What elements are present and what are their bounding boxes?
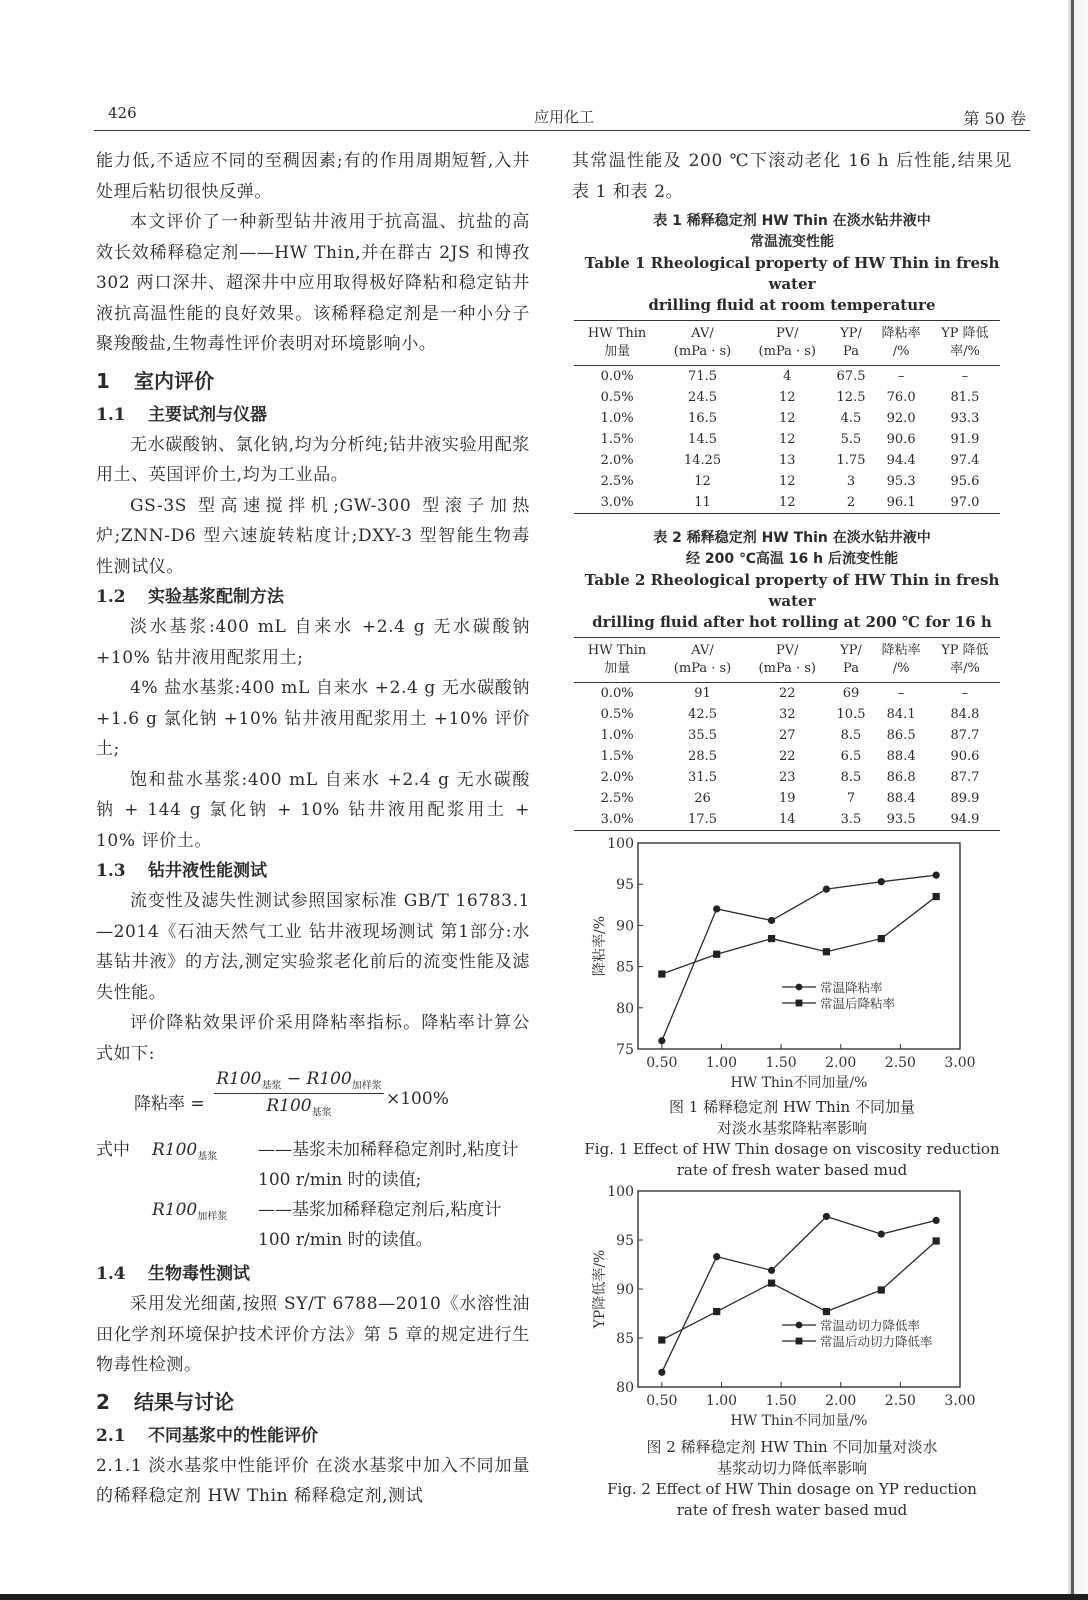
- caption-cn: 基浆动切力降低率影响: [716, 1459, 867, 1477]
- column-header-line: HW Thin: [587, 326, 647, 341]
- table-cell: –: [897, 369, 905, 384]
- y-tick-label: 100: [607, 836, 634, 852]
- column-header-line: HW Thin: [587, 643, 647, 658]
- x-axis-label: HW Thin不同加量/%: [730, 1413, 868, 1429]
- table-cell: 92.0: [886, 411, 916, 426]
- section-number: 1.1: [96, 404, 126, 425]
- column-header: [930, 638, 1000, 683]
- left-column: [96, 146, 530, 1512]
- table-cell: 17.5: [660, 809, 745, 831]
- table-cell: 14.5: [688, 432, 717, 447]
- table-cell: 12: [745, 492, 830, 514]
- table-cell: 2.0%: [600, 770, 634, 785]
- data-point-circle: [878, 878, 885, 885]
- plot-frame: [638, 1191, 960, 1387]
- figure-2-caption: [572, 1437, 1012, 1521]
- section-number: 1.4: [96, 1264, 126, 1284]
- table-cell: 94.9: [930, 809, 1000, 831]
- column-header: [745, 638, 830, 683]
- data-point-square: [933, 1237, 940, 1244]
- subsection-heading: [96, 582, 530, 612]
- caption-cn: 图 1 稀释稳定剂 HW Thin 不同加量: [668, 1098, 915, 1116]
- section-title: 生物毒性测试: [148, 1264, 250, 1284]
- column-header-line: Pa: [843, 661, 859, 676]
- table-cell: 3: [846, 474, 856, 489]
- y-tick-label: 90: [616, 918, 634, 935]
- table-cell: 5.5: [840, 432, 862, 447]
- table-cell: –: [897, 686, 905, 701]
- table-row: [574, 366, 1000, 388]
- data-point-square: [823, 948, 830, 955]
- column-header-line: AV/: [691, 643, 714, 658]
- definition-symbol: [152, 1195, 227, 1232]
- section-title: 主要试剂与仪器: [148, 404, 267, 425]
- table-cell: 3.0%: [574, 809, 660, 831]
- column-header-line: 加量: [604, 344, 631, 359]
- table-cell: 93.3: [950, 411, 980, 426]
- page-bottom-edge: [0, 1594, 1088, 1600]
- column-header-line: YP 降低: [941, 643, 989, 658]
- table-cell: 90.6: [950, 749, 980, 764]
- paragraph: 流变性及滤失性测试参照国家标准 GB/T 16783.1—2014《石油天然气工业 钻井液现场测试 第1部分:水基钻井液》的方法,测定实验浆老化前后的流变性能及滤失性能。: [96, 891, 530, 1003]
- data-point-circle: [768, 1267, 775, 1274]
- table2-caption: [572, 528, 1012, 633]
- table-cell: 2.0%: [600, 453, 634, 468]
- x-tick-label: 1.00: [705, 1055, 738, 1071]
- subscript-added-mud: 加样浆: [197, 1211, 228, 1223]
- table-row: [574, 809, 1000, 831]
- data-point-circle: [823, 1213, 830, 1220]
- table-cell: 93.5: [872, 809, 930, 831]
- section-heading: [96, 364, 530, 398]
- page-number: 426: [108, 104, 137, 122]
- plot-frame: [638, 843, 960, 1049]
- table-cell: 31.5: [688, 770, 717, 785]
- table-row: [574, 746, 1000, 767]
- formula-lhs: 降粘率 =: [134, 1094, 205, 1114]
- table-cell: 89.9: [950, 791, 980, 806]
- table-cell: 32: [779, 707, 796, 722]
- table-cell: 1.5%: [600, 432, 634, 447]
- column-header-line: (mPa · s): [758, 661, 816, 676]
- caption-en: drilling fluid after hot rolling at 200 ℃ for 16 h: [592, 613, 992, 631]
- journal-title: 应用化工: [534, 108, 595, 126]
- subsection-heading: [96, 856, 530, 886]
- y-axis-label: 降粘率/%: [592, 915, 608, 977]
- caption-en: Fig. 1 Effect of HW Thin dosage on viscosity reduction: [584, 1140, 1000, 1158]
- right-column: [572, 146, 1012, 1521]
- table-cell: 0.0%: [600, 369, 634, 384]
- table1-caption: [572, 211, 1012, 316]
- caption-en: Table 2 Rheological property of HW Thin in fresh water: [584, 571, 1000, 610]
- table-row: [574, 683, 1000, 705]
- table-row: [574, 725, 1000, 746]
- figure-1-caption: [572, 1097, 1012, 1181]
- y-axis-label: YP降低率/%: [592, 1249, 608, 1329]
- table-cell: 71.5: [688, 369, 717, 384]
- subsection-heading: [96, 1421, 530, 1451]
- table-cell: 6.5: [840, 749, 862, 764]
- table-cell: 87.7: [950, 770, 980, 785]
- column-header-line: 降粘率: [881, 643, 921, 658]
- column-header-line: YP/: [840, 643, 862, 658]
- table-row: [574, 492, 1000, 514]
- minus-sign: −: [281, 1069, 307, 1089]
- paragraph: 饱和盐水基浆:400 mL 自来水 +2.4 g 无水碳酸钠 + 144 g 氯化钠 + 10% 钻井液用配浆用土 + 10% 评价土。: [96, 769, 530, 851]
- table-cell: 2: [830, 492, 873, 514]
- table-cell: 4.5: [840, 411, 862, 426]
- paragraph: 评价降粘效果评价采用降粘率指标。降粘率计算公式如下:: [96, 1013, 530, 1064]
- table-cell: 12: [779, 390, 796, 405]
- table-cell: –: [961, 686, 969, 701]
- table-cell: –: [961, 369, 969, 384]
- y-tick-label: 100: [607, 1184, 634, 1200]
- data-point-square: [658, 1336, 665, 1343]
- paragraph: 能力低,不适应不同的至稠因素;有的作用周期短暂,入井处理后粘切很快反弹。: [96, 151, 530, 202]
- section-title: 钻井液性能测试: [148, 861, 267, 881]
- caption-cn: 对淡水基浆降粘率影响: [716, 1119, 867, 1137]
- formula-definitions: [96, 1135, 530, 1259]
- column-header-line: 降粘率: [881, 326, 921, 341]
- data-point-square: [823, 1308, 830, 1315]
- r100-symbol: R100: [306, 1069, 352, 1089]
- table-cell: 12: [779, 432, 796, 447]
- x-tick-label: 0.50: [646, 1393, 678, 1409]
- formula-denominator: [214, 1094, 384, 1118]
- data-point-circle: [658, 1369, 665, 1376]
- column-header: [745, 321, 830, 366]
- table-cell: 23: [779, 770, 796, 785]
- data-point-circle: [658, 1037, 665, 1044]
- y-tick-label: 90: [616, 1282, 634, 1298]
- column-header: [574, 638, 660, 683]
- paragraph: 采用发光细菌,按照 SY/T 6788—2010《水溶性油田化学剂环境保护技术评价方法》第 5 章的规定进行生物毒性检测。: [96, 1294, 530, 1375]
- table-cell: 87.7: [950, 728, 980, 743]
- table-cell: 26: [694, 791, 711, 806]
- table-cell: 1.5%: [600, 749, 634, 764]
- column-header: [930, 321, 1000, 366]
- table-cell: 8.5: [840, 770, 862, 785]
- table-cell: 0.5%: [600, 390, 634, 405]
- table-cell: 91: [694, 686, 711, 701]
- figure-2-chart: [572, 1181, 1012, 1433]
- x-tick-label: 1.50: [765, 1393, 797, 1409]
- table-row: [574, 408, 1000, 429]
- y-tick-label: 95: [616, 877, 634, 894]
- table-cell: 81.5: [950, 390, 980, 405]
- column-header-line: Pa: [843, 344, 859, 359]
- paragraph: 其常温性能及 200 ℃下滚动老化 16 h 后性能,结果见表 1 和表 2。: [572, 151, 1012, 202]
- column-header-line: /%: [892, 344, 910, 359]
- table-cell: 12: [694, 474, 711, 489]
- data-point-square: [768, 935, 775, 942]
- r100-symbol: R100: [152, 1140, 198, 1160]
- y-tick-label: 85: [616, 959, 634, 976]
- legend-marker-square: [796, 1338, 803, 1345]
- column-header: [872, 321, 930, 366]
- page-right-edge: [1068, 0, 1088, 1600]
- section-number: 1: [96, 368, 110, 393]
- y-tick-label: 75: [616, 1042, 634, 1058]
- series-line-1: [662, 875, 936, 1041]
- subscript-base-mud: 基浆: [197, 1151, 218, 1163]
- table-cell: 13: [779, 453, 796, 468]
- formula-fraction: [214, 1069, 384, 1119]
- series-line-2: [662, 897, 936, 974]
- table-cell: 69: [842, 686, 860, 701]
- figure-1-chart: [572, 831, 1012, 1093]
- table-cell: 97.4: [950, 453, 980, 468]
- table-cell: 22: [779, 749, 796, 764]
- paragraph: GS-3S 型高速搅拌机;GW-300 型滚子加热炉;ZNN-D6 型六速旋转粘度计;DXY-3 型智能生物毒性测试仪。: [96, 495, 530, 577]
- table-cell: 86.8: [886, 770, 916, 785]
- table-cell: 4: [783, 369, 792, 384]
- x-tick-label: 0.50: [646, 1055, 678, 1071]
- table-cell: 7: [846, 791, 856, 806]
- column-header: [830, 321, 873, 366]
- column-header-line: YP/: [840, 326, 862, 341]
- column-header-line: /%: [892, 661, 910, 676]
- legend-label: 常温后动切力降低率: [820, 1334, 933, 1349]
- column-header-line: PV/: [776, 643, 799, 658]
- table-row: [574, 704, 1000, 725]
- caption-cn: 经 200 ℃高温 16 h 后流变性能: [686, 551, 898, 567]
- running-header: [94, 104, 1030, 131]
- section-heading: [96, 1385, 530, 1419]
- legend-marker-circle: [796, 1322, 803, 1329]
- table-cell: 1.0%: [600, 411, 634, 426]
- x-tick-label: 2.50: [884, 1055, 916, 1071]
- caption-en: rate of fresh water based mud: [676, 1161, 908, 1179]
- table-cell: 28.5: [688, 749, 717, 764]
- data-point-square: [713, 1308, 720, 1315]
- table-cell: 1.0%: [600, 728, 634, 743]
- table-row: [574, 471, 1000, 492]
- subscript-base-mud: 基浆: [311, 1107, 332, 1119]
- legend-label: 常温动切力降低率: [820, 1318, 921, 1333]
- data-point-circle: [933, 1217, 940, 1224]
- table-cell: 3.0%: [574, 492, 660, 514]
- table-cell: 88.4: [886, 791, 916, 806]
- legend-marker-circle: [796, 984, 803, 991]
- column-header-line: AV/: [691, 326, 714, 341]
- volume-label: 第 50 卷: [963, 109, 1026, 128]
- x-tick-label: 2.00: [825, 1393, 857, 1409]
- column-header: [660, 321, 745, 366]
- column-header-line: 率/%: [950, 661, 980, 676]
- table-cell: 27: [779, 728, 796, 743]
- column-header: [872, 638, 930, 683]
- table-cell: 19: [779, 791, 796, 806]
- table-header-row: [574, 321, 1000, 366]
- column-header: [830, 638, 873, 683]
- x-tick-label: 2.00: [825, 1055, 857, 1071]
- definition-symbol: [152, 1135, 217, 1172]
- data-point-square: [658, 970, 665, 977]
- table-cell: 0.5%: [600, 707, 634, 722]
- formula-numerator: [214, 1069, 384, 1094]
- table-cell: 14: [745, 809, 830, 831]
- caption-cn: 常温流变性能: [750, 234, 834, 250]
- table-cell: 84.1: [886, 707, 916, 722]
- table-row: [574, 387, 1000, 408]
- table-cell: 67.5: [836, 369, 866, 384]
- y-tick-label: 85: [616, 1331, 634, 1347]
- r100-symbol: R100: [152, 1200, 198, 1220]
- table-cell: 86.5: [886, 728, 916, 743]
- table-row: [574, 450, 1000, 471]
- table-cell: 90.6: [886, 432, 916, 447]
- table-cell: 14.25: [683, 453, 722, 468]
- table-cell: 10.5: [836, 707, 866, 722]
- x-tick-label: 3.00: [944, 1055, 976, 1071]
- caption-en: Table 1 Rheological property of HW Thin in fresh water: [584, 254, 1000, 293]
- table-cell: 12: [779, 411, 796, 426]
- paragraph: 无水碳酸钠、氯化钠,均为分析纯;钻井液实验用配浆用土、英国评价土,均为工业品。: [96, 434, 530, 485]
- r100-symbol: R100: [266, 1096, 312, 1117]
- table-cell: 2.5%: [600, 474, 634, 489]
- definition-text: ——基浆未加稀释稳定剂时,粘度计 100 r/min 时的读值;: [258, 1140, 519, 1190]
- data-point-circle: [768, 917, 775, 924]
- paragraph: 本文评价了一种新型钻井液用于抗高温、抗盐的高效长效稀释稳定剂——HW Thin,并在群古 2JS 和博孜 302 两口深井、超深井中应用取得极好降粘和稳定钻井液抗高温性能的良好效果。该稀释稳定剂是一种小分子聚羧酸盐,生物毒性评价表明对环境影响小。: [96, 212, 530, 354]
- table-cell: 95.3: [886, 474, 916, 489]
- table-cell: 12.5: [836, 390, 866, 405]
- data-point-square: [878, 935, 885, 942]
- formula-multiplier: ×100%: [386, 1089, 449, 1109]
- definition-text: ——基浆加稀释稳定剂后,粘度计 100 r/min 时的读值。: [258, 1200, 502, 1250]
- legend-label: 常温后降粘率: [820, 996, 896, 1011]
- data-point-circle: [823, 886, 830, 893]
- viscosity-reduction-formula: [96, 1069, 530, 1135]
- table-row: [574, 429, 1000, 450]
- column-header-line: (mPa · s): [673, 344, 732, 359]
- table-cell: 16.5: [688, 411, 717, 426]
- section-title: 实验基浆配制方法: [148, 587, 284, 607]
- table-cell: 1.75: [836, 453, 866, 468]
- caption-en: drilling fluid at room temperature: [648, 296, 936, 314]
- caption-en: rate of fresh water based mud: [676, 1501, 908, 1519]
- column-header-line: YP 降低: [941, 326, 989, 341]
- subsection-heading: [96, 1259, 530, 1289]
- section-number: 1.3: [96, 861, 126, 881]
- section-number: 1.2: [96, 587, 126, 607]
- column-header-line: (mPa · s): [673, 661, 732, 676]
- caption-cn: 图 2 稀释稳定剂 HW Thin 不同加量对淡水: [646, 1438, 938, 1456]
- table-cell: 94.4: [886, 453, 916, 468]
- figure-1: [572, 831, 1012, 1181]
- data-point-circle: [933, 872, 940, 879]
- table-cell: 11: [660, 492, 745, 514]
- data-point-square: [713, 951, 720, 958]
- data-point-square: [933, 893, 940, 900]
- r100-symbol: R100: [216, 1069, 262, 1089]
- paragraph: 淡水基浆:400 mL 自来水 +2.4 g 无水碳酸钠 +10% 钻井液用配浆用土;: [96, 617, 530, 668]
- table-cell: 84.8: [950, 707, 980, 722]
- where-label: 式中: [96, 1140, 130, 1160]
- y-tick-label: 80: [616, 1380, 634, 1396]
- data-point-circle: [713, 1253, 720, 1260]
- paragraph: 2.1.1 淡水基浆中性能评价 在淡水基浆中加入不同加量的稀释稳定剂 HW Thin 稀释稳定剂,测试: [96, 1455, 530, 1506]
- section-title: 室内评价: [134, 368, 214, 393]
- x-tick-label: 3.00: [944, 1393, 976, 1409]
- x-tick-label: 1.50: [765, 1055, 797, 1071]
- table2-rheology-after-hot-rolling: [574, 637, 1000, 831]
- table-cell: 22: [779, 686, 796, 701]
- column-header: [660, 638, 745, 683]
- table-cell: 96.1: [872, 492, 930, 514]
- table-cell: 24.5: [688, 390, 717, 405]
- table-cell: 8.5: [840, 728, 862, 743]
- column-header-line: 加量: [604, 661, 631, 676]
- section-number: 2.1: [96, 1425, 126, 1446]
- x-axis-label: HW Thin不同加量/%: [730, 1075, 868, 1091]
- subscript-added-mud: 加样浆: [351, 1080, 382, 1092]
- table-cell: 88.4: [886, 749, 916, 764]
- caption-cn: 表 2 稀释稳定剂 HW Thin 在淡水钻井液中: [653, 530, 931, 546]
- table1-rheology-room-temp: [574, 320, 1000, 514]
- table-cell: 0.0%: [600, 686, 634, 701]
- column-header-line: (mPa · s): [758, 344, 816, 359]
- paragraph: 4% 盐水基浆:400 mL 自来水 +2.4 g 无水碳酸钠 +1.6 g 氯化钠 +10% 钻井液用配浆用土 +10% 评价土;: [96, 678, 530, 759]
- data-point-square: [878, 1286, 885, 1293]
- y-tick-label: 80: [616, 1000, 634, 1017]
- table-cell: 35.5: [688, 728, 717, 743]
- table-row: [574, 767, 1000, 788]
- table-cell: 12: [779, 474, 796, 489]
- section-title: 结果与讨论: [134, 1389, 234, 1414]
- legend-label: 常温降粘率: [820, 980, 883, 995]
- x-tick-label: 1.00: [705, 1393, 738, 1409]
- subsection-heading: [96, 400, 530, 430]
- figure-2: [572, 1181, 1012, 1521]
- table-cell: 76.0: [886, 390, 916, 405]
- table-cell: 42.5: [688, 707, 717, 722]
- column-header-line: PV/: [776, 326, 799, 341]
- caption-en: Fig. 2 Effect of HW Thin dosage on YP reduction: [607, 1480, 977, 1498]
- subscript-base-mud: 基浆: [261, 1080, 282, 1092]
- data-point-square: [768, 1280, 775, 1287]
- column-header: [574, 321, 660, 366]
- column-header-line: 率/%: [950, 344, 980, 359]
- table-cell: 91.9: [950, 432, 980, 447]
- y-tick-label: 95: [616, 1233, 634, 1249]
- x-tick-label: 2.50: [884, 1393, 916, 1409]
- table-cell: 95.6: [950, 474, 980, 489]
- data-point-circle: [878, 1231, 885, 1238]
- table-row: [574, 788, 1000, 809]
- section-title: 不同基浆中的性能评价: [148, 1425, 318, 1446]
- table-cell: 2.5%: [600, 791, 634, 806]
- section-number: 2: [96, 1389, 110, 1414]
- table-cell: 3.5: [830, 809, 873, 831]
- legend-marker-square: [796, 1000, 803, 1007]
- table-header-row: [574, 638, 1000, 683]
- caption-cn: 表 1 稀释稳定剂 HW Thin 在淡水钻井液中: [653, 213, 931, 229]
- table-cell: 97.0: [930, 492, 1000, 514]
- data-point-circle: [713, 905, 720, 912]
